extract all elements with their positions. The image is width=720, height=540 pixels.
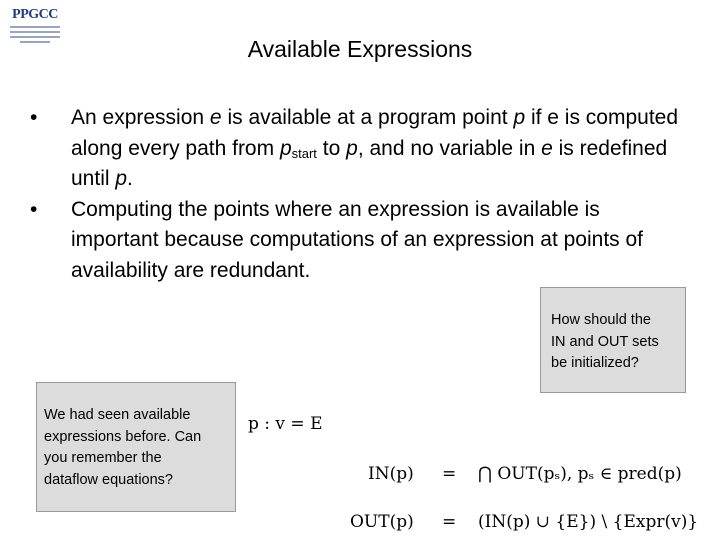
bullet-text: is redefined until: [71, 136, 668, 190]
out-equation-rhs: (IN(p) ∪ {E}) \ {Expr(v)}: [478, 512, 699, 532]
callout-text: We had seen available expressions before. Can you remember the dataflow equations?: [44, 407, 202, 488]
bullet-text: is available at a program point: [221, 106, 514, 129]
bullet-text: Computing the points where an expression is available is important because computations of an expression at points of availability are redundant.: [71, 197, 644, 282]
bullet-marker: •: [30, 106, 38, 129]
subscript: start: [291, 145, 317, 161]
bullet-item: [30, 103, 690, 195]
out-equation-lhs: OUT(p): [350, 512, 414, 532]
bullet-text: to: [316, 136, 347, 160]
in-equation-rhs: ⋂ OUT(pₛ), pₛ ∈ pred(p): [478, 464, 682, 484]
slide-title-container: [0, 34, 720, 64]
out-equation-equals: =: [442, 512, 457, 532]
logo-line: [10, 26, 60, 28]
in-equation-equals: =: [442, 464, 457, 484]
bullet-text: An expression: [71, 106, 210, 129]
logo-line: [10, 31, 60, 33]
bullet-text: .: [127, 167, 133, 190]
math-var: p: [279, 136, 292, 160]
logo-text: PPGCC: [12, 7, 58, 22]
math-var: p: [115, 167, 128, 190]
in-equation-lhs: IN(p): [368, 464, 414, 484]
slide-title: Available Expressions: [247, 36, 473, 62]
bullet-text: if e is computed along every path from: [71, 106, 679, 160]
bullet-text: , and no variable in: [357, 136, 542, 160]
callout-dataflow-reminder: [36, 382, 236, 512]
bullet-list: [30, 103, 690, 286]
callout-initialization-question: [540, 287, 686, 393]
bullet-marker: •: [30, 197, 38, 221]
callout-text: How should the IN and OUT sets be initialized?: [551, 312, 659, 371]
bullet-item: [30, 195, 690, 287]
math-var: p: [346, 136, 358, 160]
math-var: p: [513, 106, 526, 129]
math-var: e: [541, 136, 553, 160]
math-var: e: [209, 106, 222, 129]
assignment-equation: p : v = E: [248, 414, 323, 434]
